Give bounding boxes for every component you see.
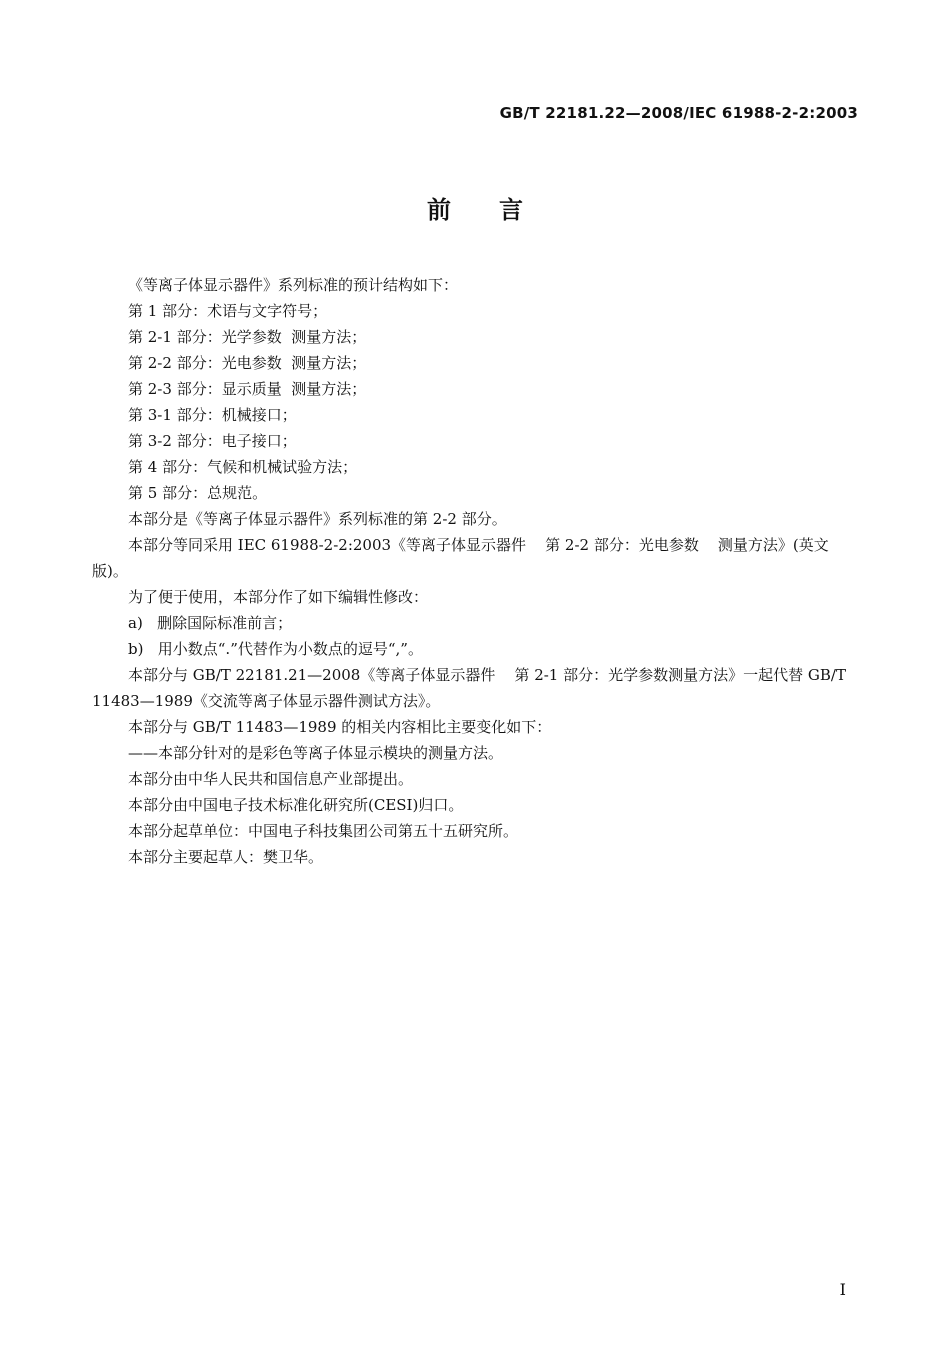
paragraph: 为了便于使用，本部分作了如下编辑性修改： <box>128 588 429 606</box>
paragraph: 本部分由中华人民共和国信息产业部提出。 <box>128 770 414 788</box>
paragraph: 第 3-2 部分：电子接口； <box>128 432 297 450</box>
paragraph: 第 1 部分：术语与文字符号； <box>128 302 328 320</box>
page-title: 前言 <box>427 196 571 224</box>
paragraph: 第 2-3 部分：显示质量 测量方法； <box>128 380 367 398</box>
paragraph: 本部分主要起草人：樊卫华。 <box>128 848 324 866</box>
paragraph: 本部分与 GB/T 22181.21—2008《等离子体显示器件 第 2-1 部分：光学参数测量方法》一起代替 GB/T 11483—1989《交流等离子体显示器件测试方法》。 <box>92 666 851 710</box>
paragraph: 第 3-1 部分：机械接口； <box>128 406 297 424</box>
paragraph: 本部分由中国电子技术标准化研究所(CESI)归口。 <box>128 796 464 814</box>
paragraph: 《等离子体显示器件》系列标准的预计结构如下： <box>128 276 459 294</box>
paragraph: 第 2-2 部分：光电参数 测量方法； <box>128 354 367 372</box>
paragraph: 第 4 部分：气候和机械试验方法； <box>128 458 358 476</box>
paragraph: 本部分是《等离子体显示器件》系列标准的第 2-2 部分。 <box>128 510 507 528</box>
list-item: a) 删除国际标准前言； <box>128 614 293 632</box>
paragraph: 本部分与 GB/T 11483—1989 的相关内容相比主要变化如下： <box>128 718 552 736</box>
page-number: I <box>839 1280 846 1299</box>
document-body <box>92 272 858 870</box>
standard-code: GB/T 22181.22—2008/IEC 61988-2-2:2003 <box>499 104 858 122</box>
paragraph: 第 2-1 部分：光学参数 测量方法； <box>128 328 367 346</box>
paragraph: ——本部分针对的是彩色等离子体显示模块的测量方法。 <box>128 744 504 762</box>
list-item: b) 用小数点“.”代替作为小数点的逗号“,”。 <box>128 640 423 658</box>
paragraph: 本部分等同采用 IEC 61988-2-2:2003《等离子体显示器件 第 2-2 部分：光电参数 测量方法》(英文版)。 <box>92 536 829 580</box>
paragraph: 第 5 部分：总规范。 <box>128 484 268 502</box>
paragraph: 本部分起草单位：中国电子科技集团公司第五十五研究所。 <box>128 822 519 840</box>
